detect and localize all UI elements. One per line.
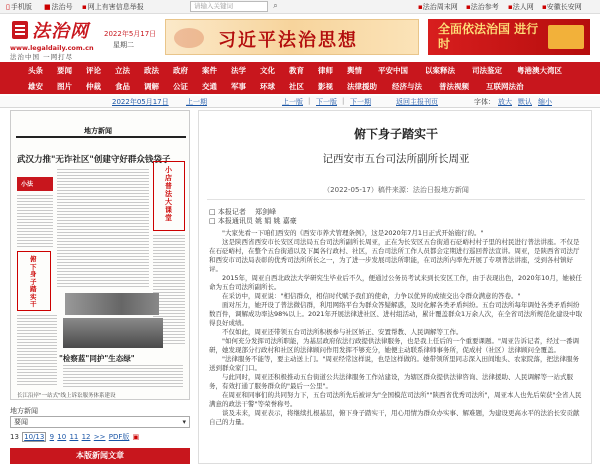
section-select[interactable]: 要闻 ▾ (10, 416, 190, 428)
article-paragraph: 面对压力，她开设了普法微信群，利用网络平台为群众答疑解惑，及时化解各类矛盾纠纷。五台司法所每年调处各类矛盾纠纷数百件，调解成功率达98%以上。2021年开展法律进社区、进村组活动，累计覆盖群众1万余人次，在全省司法所规范化建设中取得良好成绩。 (209, 301, 583, 327)
thumb-headline-2[interactable]: "检察蓝"同护"生态绿" (59, 354, 135, 363)
nav-item[interactable]: 影视 (318, 82, 333, 91)
logo-text: 法治网 (32, 21, 89, 42)
article-paragraph: 与此同时，周亚还积极推动五台街道公共法律服务工作站建设，为辖区群众提供法律咨询、法律援助、人民调解等一站式服务，有效打通了服务群众的"最后一公里"。 (209, 373, 573, 390)
next-issue-link[interactable]: 下一期 (350, 98, 371, 106)
banner-decoration (174, 28, 204, 48)
nav-item[interactable]: 以案释法 (425, 66, 455, 75)
nav-item[interactable]: 调解 (144, 82, 159, 91)
phone-icon: ▯ (6, 3, 10, 11)
font-small-link[interactable]: 缩小 (538, 98, 552, 106)
xi-thought-banner[interactable]: 习近平法治思想 (165, 19, 419, 55)
nav-item[interactable]: 交通 (202, 82, 217, 91)
article-byline-reporter: □ 本报记者 郑剑峰 (209, 208, 277, 216)
prev-issue-link[interactable]: 上一期 (186, 98, 207, 106)
nav-item[interactable]: 评论 (86, 66, 101, 75)
article-meta: （2022-05-17）稿件来源：法治日报地方新闻 (323, 186, 469, 194)
header-date: 2022年5月17日 (104, 30, 157, 38)
toolbar-separator: | (308, 97, 311, 105)
page-pager (10, 432, 190, 444)
logo-mark-icon (10, 19, 30, 41)
nav-item[interactable]: 头条 (28, 66, 43, 75)
pager-page[interactable]: 10 (57, 433, 67, 441)
nav-item[interactable]: 法学 (231, 66, 246, 75)
site-logo[interactable] (10, 17, 95, 45)
thumb-text-block (17, 195, 53, 247)
fazhihao-link[interactable]: ■法治号 (44, 3, 73, 11)
nav-item[interactable]: 粤港澳大湾区 (517, 66, 562, 75)
thumb-photo (65, 293, 159, 315)
nav-row-2 (20, 78, 590, 94)
nav-item[interactable]: 要闻 (57, 66, 72, 75)
report-link[interactable]: ▪网上有害信息举报 (82, 3, 144, 11)
pager-next[interactable]: >> (93, 433, 106, 441)
article-paragraph: 这是陕西省西安市长安区司法局五台司法所副所长周亚，正在为长安区五台街道石砭峪村村子里的村民进行普法讲座。不仅是在石砭峪村，在整个五台街道以及下属各行政村、社区，五台司法所工作人员都会定期进行巡回普法宣讲。周亚，是陕西省司法厅和西安市司法局表彰的优秀司法所所长之一，为了进一步发展司法所职能，在司法所内率先开展了专项普法讲座，受到各村镇好评。 (209, 238, 580, 273)
next-page-link[interactable]: 下一版 (316, 98, 337, 106)
newspaper-page-thumbnail[interactable] (10, 110, 190, 400)
latest-articles-button[interactable]: 本版新闻文章 (10, 448, 190, 464)
thumb-red-tag: 小法 (17, 177, 53, 191)
rule-of-law-banner[interactable]: 全面依法治国 进行时 (428, 19, 590, 55)
nav-item[interactable]: 经济与法 (392, 82, 422, 91)
top-utility-bar (0, 0, 600, 14)
nav-item[interactable]: 舆情 (347, 66, 362, 75)
article-panel (198, 110, 592, 464)
site-slogan: 法治中国 一网打尽 (10, 53, 74, 61)
nav-item[interactable]: 互联网法治 (486, 82, 524, 91)
nav-item[interactable]: 雄安 (28, 82, 43, 91)
nav-row-1 (20, 62, 590, 78)
search-input[interactable]: 请输入关键词 (190, 1, 268, 12)
nav-item[interactable]: 食品 (115, 82, 130, 91)
pager-page[interactable]: 12 (81, 433, 91, 441)
article-paragraph: 不仅如此，周亚还带领五台司法所积极参与社区矫正、安置帮教、人民调解等工作。 (222, 328, 463, 336)
nav-item[interactable]: 军事 (231, 82, 246, 91)
toolbar-separator: | (342, 97, 345, 105)
nav-item[interactable]: 立法 (115, 66, 130, 75)
article-title: 俯下身子踏实干 (353, 127, 438, 141)
thumb-section-header: 地方新闻 (16, 126, 186, 138)
header-weekday: 星期二 (113, 41, 134, 49)
article-paragraph: "法律服务不能等，要主动送上门。"周亚经常这样说，也是这样做的。她带领所里同志深入田间地头、农家院落，把法律服务送到群众家门口。 (209, 355, 579, 372)
right-link-2[interactable]: ▪法治参考 (466, 3, 499, 11)
chevron-down-icon: ▾ (182, 418, 186, 426)
nav-item[interactable]: 环球 (260, 82, 275, 91)
thumb-footer-headline[interactable]: 长江沿岸"一站式"线上诉讼服务体系建设 (17, 393, 116, 399)
left-column (10, 110, 190, 464)
thumb-text-block (63, 365, 183, 387)
nav-item[interactable]: 仲裁 (86, 82, 101, 91)
thumb-vertical-box-2[interactable]: 俯下身子踏实干 (17, 251, 51, 311)
nav-item[interactable]: 律师 (318, 66, 333, 75)
nav-item[interactable]: 教育 (289, 66, 304, 75)
pdf-icon[interactable]: ▣ (132, 433, 140, 441)
nav-item[interactable]: 法律援助 (347, 82, 377, 91)
thumb-photo (63, 318, 163, 348)
right-link-3[interactable]: ▪法人网 (508, 3, 534, 11)
link-icon: ▪ (508, 3, 513, 11)
article-paragraph: "大家先看一下咱们西安的《西安市养犬管理条例》，这是2020年7月1日正式开始施行的。" (222, 229, 484, 237)
article-paragraph: 2015年，周亚自西北政法大学研究生毕业后不久，便通过公务员考试来到长安区工作，由于表现出色，2020年10月，她被任命为五台司法所副所长。 (209, 274, 582, 291)
thumb-text-block (57, 169, 149, 289)
pager-page[interactable]: 11 (69, 433, 79, 441)
back-to-paper-link[interactable]: 返回主报刊页 (396, 98, 438, 106)
report-icon: ▪ (82, 3, 87, 11)
nav-item[interactable]: 案件 (202, 66, 217, 75)
site-url: www.legaldaily.com.cn (10, 44, 94, 52)
fazhihao-icon: ■ (44, 3, 51, 11)
article-divider (207, 199, 585, 200)
prev-page-link[interactable]: 上一版 (282, 98, 303, 106)
search-icon[interactable]: ⌕ (273, 1, 278, 10)
issue-date[interactable]: 2022年05月17日 (112, 98, 169, 106)
nav-item[interactable]: 政府 (173, 66, 188, 75)
pager-page[interactable]: 9 (49, 433, 55, 441)
pdf-link[interactable]: PDF版 (108, 433, 130, 441)
font-large-link[interactable]: 放大 (498, 98, 512, 106)
article-paragraph: "如何充分发挥司法所职能，为基层政府依法行政提供法律服务，也是我上任后的一个重要课题。"周亚告诉记者，经过一番调研，她发现部分行政村和社区的法律顾问作用发挥不够充分，她便主动联系律师事务所，促成村（社区）法律顾问全覆盖。 (209, 337, 579, 354)
banner-emblem-icon (548, 25, 584, 49)
article-paragraph: 在周亚和同事们的共同努力下，五台司法所先后被评为"全国模范司法所""陕西省优秀司法所"，周亚本人也先后荣获"全省人民满意的政法干警"等荣誉称号。 (209, 391, 582, 408)
link-icon: ▪ (418, 3, 423, 11)
main-nav (0, 62, 600, 94)
thumb-vertical-box[interactable]: 小店普法大课堂 (153, 161, 185, 231)
right-link-4[interactable]: ▪安徽长安网 (542, 3, 582, 11)
nav-item[interactable]: 平安中国 (378, 66, 408, 75)
thumb-headline-1[interactable]: 武汉力推"无诈社区"创建守好群众钱袋子 (17, 155, 171, 165)
nav-item[interactable]: 公证 (173, 82, 188, 91)
article-paragraph: 在采访中，周亚说："相信群众，相信时代赋予我们的使命，力争以优异的成绩交出令群众满意的答卷。" (222, 292, 521, 300)
mobile-link[interactable]: ▯手机版 (6, 3, 32, 11)
nav-item[interactable]: 图片 (57, 82, 72, 91)
site-header (0, 14, 600, 62)
nav-item[interactable]: 文化 (260, 66, 275, 75)
pager-current[interactable]: 10/13 (24, 433, 45, 441)
link-icon: ▪ (542, 3, 547, 11)
font-size-label: 字体： (474, 98, 495, 106)
section-label: 地方新闻 (10, 407, 38, 415)
link-icon: ▪ (466, 3, 471, 11)
right-link-1[interactable]: ▪法治周末网 (418, 3, 458, 11)
nav-item[interactable]: 政法 (144, 66, 159, 75)
nav-item[interactable]: 司法鉴定 (472, 66, 502, 75)
paper-toolbar (0, 96, 600, 108)
thumb-text-block (17, 315, 57, 385)
nav-item[interactable]: 普法视频 (439, 82, 469, 91)
nav-item[interactable]: 社区 (289, 82, 304, 91)
article-body (209, 229, 585, 427)
pager-total: 13 (10, 433, 19, 441)
article-paragraph: 谈及未来，周亚表示，将继续扎根基层，俯下身子踏实干，用心用情为群众办实事、解难题，为建设更高水平的法治长安贡献自己的力量。 (209, 409, 580, 426)
article-byline-correspondent: □ 本报通讯员 姚 娟 姚 嘉豪 (209, 217, 297, 225)
article-subtitle: 记西安市五台司法所副所长周亚 (322, 153, 470, 165)
font-default-link[interactable]: 默认 (518, 98, 532, 106)
